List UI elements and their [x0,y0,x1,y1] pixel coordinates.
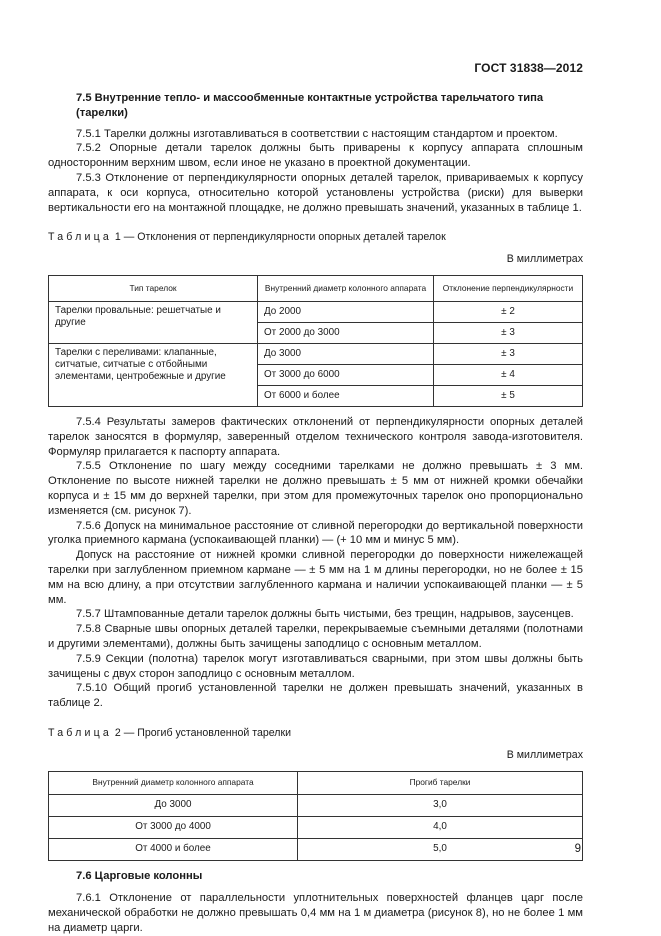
table1-cell-deviation: ± 2 [434,301,583,322]
paragraph-7-5-2: 7.5.2 Опорные детали тарелок должны быть приварены к корпусу аппарата сплошным односторонним верхним швом, если иное не указано в проектной документации. [48,142,583,170]
document-code: ГОСТ 31838—2012 [474,61,583,75]
table2-caption [48,726,583,741]
table-row [49,838,583,860]
table2-header-row [49,771,583,794]
table1-group2-type: Тарелки с переливами: клапанные, ситчатые, ситчатые с отбойными элементами, центробежные и другие [49,343,258,406]
table-row [49,794,583,816]
table1-caption-text: 1 — Отклонения от перпендикулярности опорных деталей тарелок [114,231,446,244]
table1-header-diameter: Внутренний диаметр колонного аппарата [258,275,434,301]
paragraph-7-5-5: 7.5.5 Отклонение по шагу между соседними тарелками не должно превышать ± 3 мм. Отклонение по высоте нижней тарелки не должно превышать ± 5 мм от нижней кромки обечайки корпуса и ± 15 мм до верхней тарелки, при этом для промежуточных тарелок оно пропорционально изменяется (см. рисунок 7). [48,460,583,517]
table1-cell-deviation: ± 4 [434,364,583,385]
section-heading-7-6: 7.6 Царговые колонны [76,869,203,882]
table1-units: В миллиметрах [506,253,583,266]
table1 [48,275,583,407]
table1-cell-diameter: От 3000 до 6000 [258,364,434,385]
table2 [48,771,583,861]
page-content [48,91,583,936]
table2-cell-diameter: До 3000 [49,794,298,816]
table2-header-deflection: Прогиб тарелки [298,771,583,794]
section-heading-7-5: 7.5 Внутренние тепло- и массообменные контактные устройства тарельчатого типа (тарелки) [76,92,544,119]
table2-cell-diameter: От 3000 до 4000 [49,816,298,838]
table2-header-diameter: Внутренний диаметр колонного аппарата [49,771,298,794]
paragraph-7-5-10: 7.5.10 Общий прогиб установленной тарелки не должен превышать значений, указанных в таблице 2. [48,682,583,710]
paragraph-7-5-3: 7.5.3 Отклонение от перпендикулярности опорных деталей тарелок, привариваемых к корпусу аппарата, к оси корпуса, относительно которой установлены устройства (риски) для выверки вертикальности его на монтажной площадке, не должно превышать значений, указанных в таблице 1. [48,171,583,214]
table1-cell-diameter: От 2000 до 3000 [258,322,434,343]
paragraph-7-5-8: 7.5.8 Сварные швы опорных деталей тарелки, перекрываемые съемными деталями (полотнами и другими элементами), должны быть зачищены заподлицо с основным металлом. [48,623,583,650]
table2-caption-text: 2 — Прогиб установленной тарелки [114,726,291,739]
table1-cell-deviation: ± 3 [434,343,583,364]
paragraph-7-5-6: 7.5.6 Допуск на минимальное расстояние от сливной перегородки до вертикальной поверхности уголка приемного кармана (успокаивающей планки) — (+ 10 мм и минус 5 мм). [48,519,583,547]
table1-caption-label: Таблица [48,231,112,244]
table1-cell-deviation: ± 3 [434,322,583,343]
table1-header-type: Тип тарелок [49,275,258,301]
table-row [49,816,583,838]
table2-units: В миллиметрах [506,748,583,761]
table1-cell-diameter: До 2000 [258,301,434,322]
table1-cell-diameter: До 3000 [258,343,434,364]
table2-caption-label: Таблица [48,726,112,739]
paragraph-7-5-4: 7.5.4 Результаты замеров фактических отклонений от перпендикулярности опорных деталей тарелок заносятся в формуляр, заверенный отделом технического контроля завода-изготовителя. Формуляр прилагается к паспорту аппарата. [48,415,583,458]
table2-cell-deflection: 3,0 [298,794,583,816]
table1-cell-deviation: ± 5 [434,385,583,406]
table1-cell-diameter: От 6000 и более [258,385,434,406]
table-row [49,343,583,364]
table2-cell-diameter: От 4000 и более [49,838,298,860]
table2-cell-deflection: 4,0 [298,816,583,838]
table-row [49,301,583,322]
paragraph-7-5-1: 7.5.1 Тарелки должны изготавливаться в соответствии с настоящим стандартом и проектом. [76,127,558,140]
table2-cell-deflection: 5,0 [298,838,583,860]
table1-header-deviation: Отклонение перпендикулярности [434,275,583,301]
paragraph-7-5-6-cont: Допуск на расстояние от нижней кромки сливной перегородки до поверхности нижележащей тарелки при заглубленном приемном кармане — ± 5 мм на 1 м длины перегородки, но не более ± 15 мм на всю длину, а при отсутствии заглубленного кармана и наличии успокаивающей планки — ± 5 мм. [48,549,583,606]
table1-header-row [49,275,583,301]
table1-group1-type: Тарелки провальные: решетчатые и другие [49,301,258,343]
paragraph-7-5-9: 7.5.9 Секции (полотна) тарелок могут изготавливаться сварными, при этом швы должны быть зачищены с двух сторон заподлицо с основным металлом. [48,652,583,680]
paragraph-7-6-1: 7.6.1 Отклонение от параллельности уплотнительных поверхностей фланцев царг после механической обработки не должно превышать 0,4 мм на 1 м диаметра (рисунок 8), но не более 1 мм на диаметр царги. [48,892,583,934]
page-number: 9 [574,843,581,855]
table1-caption [48,230,583,245]
paragraph-7-5-7: 7.5.7 Штампованные детали тарелок должны быть чистыми, без трещин, надрывов, заусенцев. [76,608,574,621]
